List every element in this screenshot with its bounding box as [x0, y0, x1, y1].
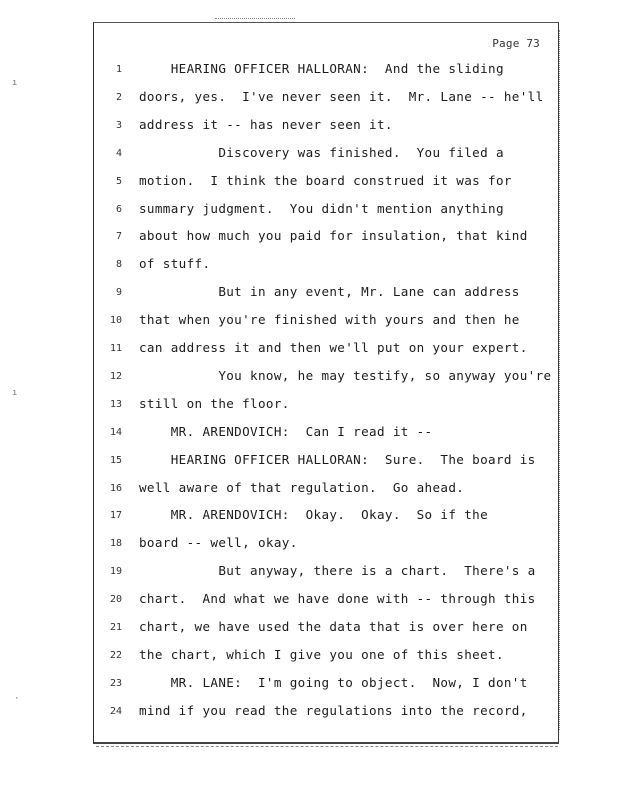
- line-text: about how much you paid for insulation, that kind: [139, 228, 528, 244]
- line-text: mind if you read the regulations into the record,: [139, 702, 528, 718]
- transcript-line: [94, 282, 558, 304]
- transcript-line: [94, 143, 558, 165]
- line-number: 23: [109, 677, 122, 689]
- transcript-line: [94, 589, 558, 611]
- scan-artifact-bottom: [96, 746, 558, 749]
- line-number: 8: [115, 259, 122, 271]
- transcript-line: [94, 226, 558, 248]
- transcript-line: [94, 422, 558, 444]
- line-number: 24: [109, 705, 122, 717]
- line-text: the chart, which I give you one of this sheet.: [139, 646, 504, 662]
- margin-mark: ı: [12, 388, 18, 398]
- transcript-line: [94, 59, 558, 81]
- line-text: HEARING OFFICER HALLORAN: Sure. The board is: [139, 451, 536, 467]
- line-text: still on the floor.: [139, 395, 290, 411]
- margin-mark: ı: [12, 78, 18, 88]
- transcript-lines: [94, 23, 558, 742]
- line-number: 18: [109, 538, 122, 550]
- line-number: 3: [115, 119, 122, 131]
- transcript-line: [94, 254, 558, 276]
- transcript-line: [94, 505, 558, 527]
- transcript-line: [94, 478, 558, 500]
- line-text: HEARING OFFICER HALLORAN: And the sliding: [139, 61, 504, 76]
- transcript-line: [94, 561, 558, 583]
- line-text: of stuff.: [139, 256, 211, 272]
- line-text: doors, yes. I've never seen it. Mr. Lane -- he'll: [139, 88, 544, 104]
- margin-mark: ·: [14, 694, 20, 704]
- line-number: 16: [109, 482, 122, 494]
- line-number: 22: [109, 649, 122, 661]
- transcript-line: [94, 310, 558, 332]
- line-number: 19: [109, 566, 122, 578]
- scan-artifact-top: [215, 18, 295, 22]
- line-number: 9: [115, 287, 122, 299]
- line-number: 17: [109, 510, 122, 522]
- transcript-line: [94, 645, 558, 667]
- transcript-line: [94, 533, 558, 555]
- line-number: 21: [109, 622, 122, 633]
- transcript-line: [94, 701, 558, 723]
- line-number: 6: [115, 203, 122, 215]
- line-text: can address it and then we'll put on your expert.: [139, 340, 528, 355]
- line-text: But in any event, Mr. Lane can address: [139, 284, 520, 300]
- transcript-line: [94, 87, 558, 109]
- line-number: 5: [115, 175, 122, 187]
- page-number: Page 73: [492, 37, 540, 50]
- transcript-page: [93, 22, 559, 744]
- transcript-line: [94, 338, 558, 360]
- line-text: summary judgment. You didn't mention anything: [139, 200, 504, 216]
- line-number: 20: [109, 594, 122, 606]
- line-number: 2: [115, 91, 122, 103]
- line-number: 15: [109, 454, 122, 466]
- line-text: motion. I think the board construed it was for: [139, 172, 512, 188]
- line-text: board -- well, okay.: [139, 535, 298, 551]
- line-number: 4: [115, 147, 122, 159]
- line-text: chart, we have used the data that is over here on: [139, 619, 528, 634]
- line-number: 11: [109, 343, 122, 354]
- line-text: MR. ARENDOVICH: Okay. Okay. So if the: [139, 507, 489, 523]
- line-number: 13: [109, 398, 122, 410]
- line-text: MR. LANE: I'm going to object. Now, I don't: [139, 674, 528, 690]
- transcript-line: [94, 394, 558, 416]
- line-text: well aware of that regulation. Go ahead.: [139, 479, 465, 495]
- line-text: Discovery was finished. You filed a: [139, 144, 504, 160]
- line-number: 10: [109, 315, 122, 327]
- transcript-line: [94, 673, 558, 695]
- transcript-line: [94, 171, 558, 193]
- transcript-line: [94, 450, 558, 472]
- line-number: 1: [115, 64, 122, 75]
- line-text: that when you're finished with yours and then he: [139, 312, 520, 328]
- line-text: MR. ARENDOVICH: Can I read it --: [139, 423, 433, 439]
- transcript-line: [94, 199, 558, 221]
- line-text: But anyway, there is a chart. There's a: [139, 563, 536, 579]
- line-number: 12: [109, 370, 122, 382]
- line-number: 14: [109, 426, 122, 438]
- transcript-line: [94, 617, 558, 639]
- line-text: You know, he may testify, so anyway you're: [139, 367, 552, 383]
- transcript-line: [94, 115, 558, 137]
- line-number: 7: [115, 231, 122, 243]
- line-text: address it -- has never seen it.: [139, 116, 393, 132]
- transcript-line: [94, 366, 558, 388]
- line-text: chart. And what we have done with -- through this: [139, 591, 536, 607]
- scan-artifact-right: [559, 30, 563, 730]
